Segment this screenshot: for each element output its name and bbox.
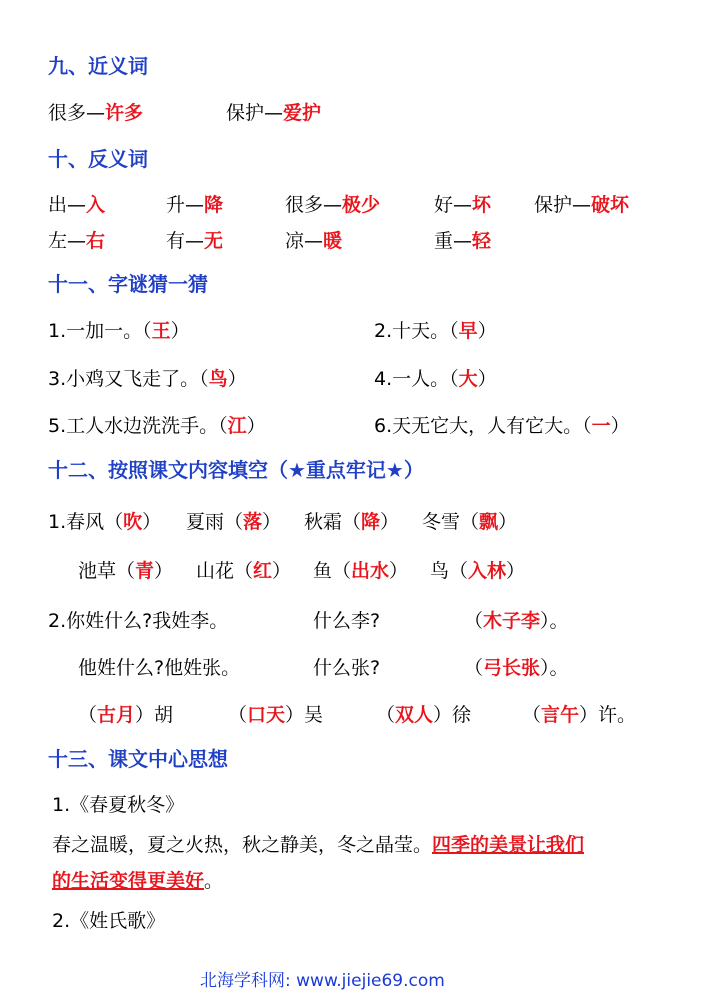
riddle-item: 4.一人。（大） bbox=[374, 368, 497, 390]
fill-item: 夏雨（落） bbox=[186, 511, 282, 533]
heading-fill-in: 十二、按照课文内容填空（★重点牢记★） bbox=[48, 458, 424, 482]
surname-split: （古月）胡 bbox=[78, 704, 174, 726]
surname-prompt: 什么李? bbox=[313, 610, 381, 632]
fill-item: 鱼（出水） bbox=[313, 560, 409, 582]
fill-item: 山花（红） bbox=[196, 560, 292, 582]
lesson-title: 2.《姓氏歌》 bbox=[52, 910, 166, 932]
antonym-pair: 升—降 bbox=[166, 194, 224, 216]
heading-synonyms: 九、近义词 bbox=[48, 54, 148, 78]
riddle-item: 3.小鸡又飞走了。（鸟） bbox=[48, 368, 247, 390]
antonym-pair: 重—轻 bbox=[434, 230, 492, 252]
synonym-pair: 很多—许多 bbox=[48, 102, 144, 124]
fill-item: 鸟（入林） bbox=[430, 560, 526, 582]
central-idea-text: 的生活变得更美好。 bbox=[52, 870, 224, 892]
synonym-pair: 保护—爱护 bbox=[226, 102, 322, 124]
antonym-pair: 出—入 bbox=[48, 194, 106, 216]
fill-item: 1.春风（吹） bbox=[48, 511, 162, 533]
surname-prompt: 什么张? bbox=[313, 657, 381, 679]
antonym-pair: 保护—破坏 bbox=[534, 194, 630, 216]
surname-answer: （木子李）。 bbox=[464, 610, 569, 632]
antonym-pair: 好—坏 bbox=[434, 194, 492, 216]
antonym-pair: 左—右 bbox=[48, 230, 106, 252]
surname-split: （言午）许。 bbox=[522, 704, 637, 726]
fill-item: 冬雪（飘） bbox=[422, 511, 518, 533]
surname-split: （口天）吴 bbox=[228, 704, 324, 726]
heading-central-idea: 十三、课文中心思想 bbox=[48, 747, 228, 771]
antonym-pair: 凉—暖 bbox=[285, 230, 343, 252]
riddle-item: 5.工人水边洗洗手。（江） bbox=[48, 415, 266, 437]
heading-riddles: 十一、字谜猜一猜 bbox=[48, 272, 208, 296]
fill-item: 池草（青） bbox=[78, 560, 174, 582]
footer-watermark: 北海学科网: www.jiejie69.com bbox=[200, 971, 445, 991]
heading-antonyms: 十、反义词 bbox=[48, 147, 148, 171]
surname-question: 他姓什么?他姓张。 bbox=[78, 657, 241, 679]
lesson-title: 1.《春夏秋冬》 bbox=[52, 794, 185, 816]
central-idea-text: 春之温暖，夏之火热，秋之静美，冬之晶莹。四季的美景让我们 bbox=[52, 834, 585, 856]
antonym-pair: 有—无 bbox=[166, 230, 224, 252]
surname-answer: （弓长张）。 bbox=[464, 657, 569, 679]
surname-question: 2.你姓什么?我姓李。 bbox=[48, 610, 229, 632]
surname-split: （双人）徐 bbox=[376, 704, 472, 726]
antonym-pair: 很多—极少 bbox=[285, 194, 381, 216]
riddle-item: 1.一加一。（王） bbox=[48, 320, 190, 342]
riddle-item: 6.天无它大，人有它大。（一） bbox=[374, 415, 630, 437]
riddle-item: 2.十天。（早） bbox=[374, 320, 497, 342]
fill-item: 秋霜（降） bbox=[304, 511, 400, 533]
